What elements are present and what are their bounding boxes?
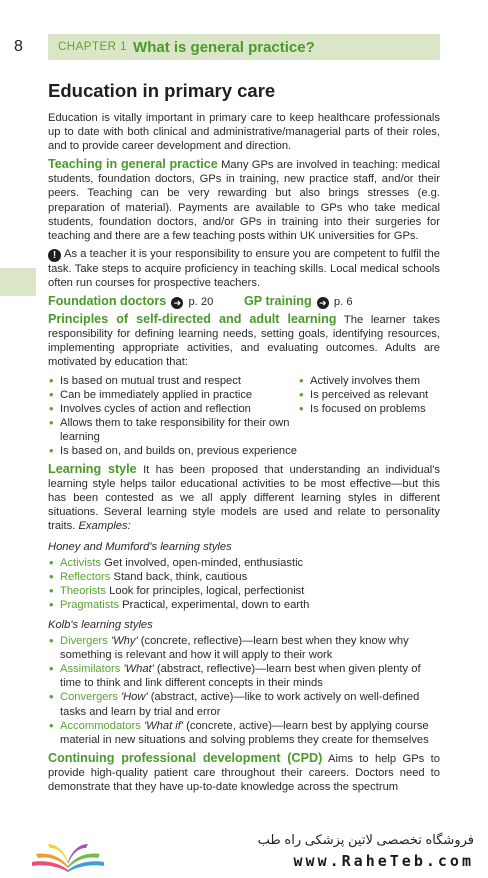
cpd-text: Aims to help GPs to provide high-quality patient care throughout their careers. Doctors need to demonstrate that they have up-to-date knowledge across the spectrum [48,752,440,794]
cpd-paragraph [48,751,440,794]
list-item: • Is perceived as relevant [298,388,440,402]
cross-references [48,294,440,309]
list-item: • Reflectors Stand back, think, cautious [48,570,440,584]
chapter-title: What is general practice? [133,38,315,56]
list-item: • Convergers 'How' (abstract, active)—like to work actively on well-defined tasks and learn by trial and error [48,690,440,718]
ref-title: Foundation doctors [48,294,167,309]
principles-lead: Principles of self-directed and adult learning [48,312,337,327]
learning-style-lead: Learning style [48,462,137,477]
ref-gp-training[interactable] [244,294,440,309]
principles-bullets [48,374,440,459]
list-item: • Assimilators 'What' (abstract, reflective)—learn best when given plenty of time to think and link different concepts in their minds [48,662,440,690]
side-thumb-tab [0,268,36,296]
list-item: • Is based on, and builds on, previous experience [48,444,298,458]
book-logo-icon [28,838,108,874]
chapter-header [48,34,440,60]
arrow-right-icon: ➜ [171,297,183,309]
list-item: • Is based on mutual trust and respect [48,374,298,388]
kolb-list [48,634,440,747]
warning-paragraph [48,247,440,290]
footer-persian-text: فروشگاه تخصصی لاتین پزشکی راه طب [257,832,474,847]
arrow-right-icon: ➜ [317,297,329,309]
list-item: • Actively involves them [298,374,440,388]
list-item: • Is focused on problems [298,402,440,416]
list-item: • Pragmatists Practical, experimental, down to earth [48,598,440,612]
ref-page: p. 20 [188,296,214,309]
list-item: • Activists Get involved, open-minded, enthusiastic [48,556,440,570]
kolb-heading: Kolb's learning styles [48,619,153,631]
learning-style-paragraph [48,462,440,533]
list-item: • Involves cycles of action and reflection [48,402,298,416]
page-number: 8 [14,38,23,55]
cpd-lead: Continuing professional development (CPD) [48,750,323,765]
list-item: • Divergers 'Why' (concrete, reflective)—learn best when they know why something is relevant and how it will apply to their work [48,634,440,662]
page-content [48,80,440,798]
list-item: • Can be immediately applied in practice [48,388,298,402]
list-item: • Allows them to take responsibility for their own learning [48,416,298,444]
warning-text: As a teacher it is your responsibility to ensure you are competent to fulfil the task. Take steps to acquire proficiency in teaching skills. Local medical schools often run courses for prospective teachers. [48,247,440,289]
teaching-paragraph [48,157,440,243]
ref-page: p. 6 [333,296,353,309]
examples-label: Examples: [78,520,131,533]
ref-foundation-doctors[interactable] [48,294,244,309]
chapter-label: CHAPTER 1 [58,41,128,53]
principles-paragraph [48,312,440,369]
list-item: • Accommodators 'What if' (concrete, active)—learn best by applying course material in new situations and solving problems they create for themselves [48,719,440,747]
teaching-lead: Teaching in general practice [48,157,218,172]
list-item: • Theorists Look for principles, logical, perfectionist [48,584,440,598]
section-title: Education in primary care [48,80,276,101]
principles-text: The learner takes responsibility for defining learning needs, setting goals, identifying resources, implementing appropriate activities, and evaluating outcomes. Adults are motivated by education that: [48,314,441,369]
footer-watermark [0,826,488,878]
intro-paragraph: Education is vitally important in primary care to keep healthcare professionals up to date with both clinical and administrative/managerial parts of their roles, and to provide career development and direction. [48,112,440,153]
honey-mumford-heading: Honey and Mumford's learning styles [48,540,232,553]
learning-style-text: It has been proposed that understanding an individual's learning style helps tailor educational activities to be most effective—but this has been contested as we all apply different learning styles in different situations. Several learning style models are used and relate to personality traits. [48,464,440,533]
footer-url[interactable]: www.RaheTeb.com [293,852,474,870]
warning-icon: ! [48,249,61,262]
honey-mumford-list [48,556,440,612]
teaching-text: Many GPs are involved in teaching: medical students, foundation doctors, GPs in training, new practice staff, and/or their peers. Teaching can be very rewarding but also brings stresses (e.g. preparation of material). Payments are available to GPs who take medical students, foundation doctors, and/or GPs in training into their surgeries for teaching and there are a few teaching posts within UK universities for GPs. [48,159,440,242]
ref-title: GP training [244,294,312,309]
